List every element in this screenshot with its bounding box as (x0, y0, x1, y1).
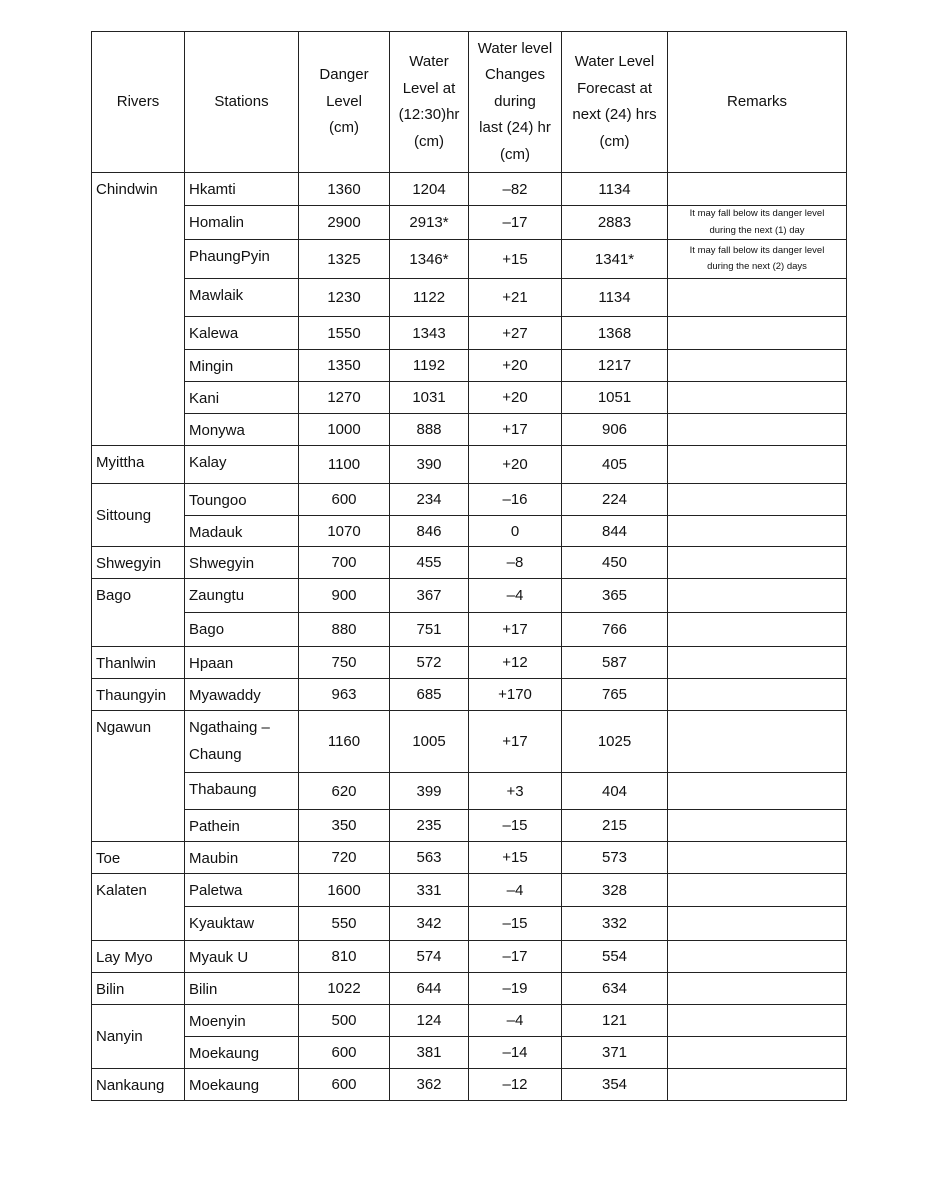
table-row (92, 484, 847, 516)
table-row (92, 613, 847, 647)
remarks-cell (668, 907, 847, 941)
remarks-cell (668, 317, 847, 350)
forecast-cell: 121 (562, 1005, 668, 1037)
table-row (92, 516, 847, 547)
station-cell: Monywa (185, 414, 299, 446)
danger-level-cell: 1070 (299, 516, 390, 547)
level-change-cell: –82 (469, 173, 562, 206)
forecast-cell: 554 (562, 941, 668, 973)
station-cell: Thabaung (185, 773, 299, 810)
danger-level-cell: 1600 (299, 874, 390, 907)
level-change-cell: –15 (469, 810, 562, 842)
remarks-cell (668, 1037, 847, 1069)
level-change-cell: –17 (469, 206, 562, 240)
level-change-cell: –14 (469, 1037, 562, 1069)
station-cell: Kalewa (185, 317, 299, 350)
danger-level-cell: 700 (299, 547, 390, 579)
remarks-cell (668, 1005, 847, 1037)
river-cell: Nanyin (92, 1005, 185, 1069)
remarks-cell (668, 484, 847, 516)
forecast-cell: 634 (562, 973, 668, 1005)
station-cell: Bilin (185, 973, 299, 1005)
remarks-cell (668, 414, 847, 446)
remarks-cell (668, 874, 847, 907)
station-cell: Bago (185, 613, 299, 647)
river-cell: Sittoung (92, 484, 185, 547)
water-level-cell: 751 (390, 613, 469, 647)
level-change-cell: –4 (469, 579, 562, 613)
danger-level-cell: 2900 (299, 206, 390, 240)
water-level-cell: 574 (390, 941, 469, 973)
level-change-cell: +20 (469, 350, 562, 382)
level-change-cell: –12 (469, 1069, 562, 1101)
remarks-cell (668, 382, 847, 414)
station-cell: Mawlaik (185, 279, 299, 317)
river-cell: Bilin (92, 973, 185, 1005)
water-level-cell: 342 (390, 907, 469, 941)
station-cell: Toungoo (185, 484, 299, 516)
station-cell: PhaungPyin (185, 240, 299, 279)
river-cell: Thaungyin (92, 679, 185, 711)
station-cell: Maubin (185, 842, 299, 874)
station-cell: Kani (185, 382, 299, 414)
station-cell: Madauk (185, 516, 299, 547)
table-row (92, 842, 847, 874)
danger-level-cell: 1360 (299, 173, 390, 206)
table-row (92, 446, 847, 484)
level-change-cell: –19 (469, 973, 562, 1005)
danger-level-cell: 880 (299, 613, 390, 647)
station-cell: Paletwa (185, 874, 299, 907)
danger-level-cell: 1325 (299, 240, 390, 279)
station-cell: Hkamti (185, 173, 299, 206)
forecast-cell: 332 (562, 907, 668, 941)
danger-level-cell: 600 (299, 1069, 390, 1101)
forecast-cell: 215 (562, 810, 668, 842)
water-level-cell: 644 (390, 973, 469, 1005)
station-cell: Myawaddy (185, 679, 299, 711)
station-cell: Shwegyin (185, 547, 299, 579)
header-forecast: Water Level Forecast at next (24) hrs (cm) (562, 32, 668, 173)
remarks-cell (668, 711, 847, 773)
remarks-cell (668, 516, 847, 547)
danger-level-cell: 1550 (299, 317, 390, 350)
table-row (92, 206, 847, 240)
table-row (92, 711, 847, 773)
forecast-cell: 1368 (562, 317, 668, 350)
remarks-cell (668, 941, 847, 973)
danger-level-cell: 810 (299, 941, 390, 973)
level-change-cell: –4 (469, 1005, 562, 1037)
remarks-cell: It may fall below its danger level during the next (2) days (668, 240, 847, 279)
water-level-cell: 362 (390, 1069, 469, 1101)
table-row (92, 382, 847, 414)
water-level-cell: 1346* (390, 240, 469, 279)
remarks-cell (668, 842, 847, 874)
water-level-cell: 846 (390, 516, 469, 547)
danger-level-cell: 620 (299, 773, 390, 810)
station-cell: Ngathaing – Chaung (185, 711, 299, 773)
remarks-cell (668, 810, 847, 842)
table-row (92, 941, 847, 973)
remarks-cell: It may fall below its danger level during the next (1) day (668, 206, 847, 240)
station-cell: Myauk U (185, 941, 299, 973)
river-cell: Nankaung (92, 1069, 185, 1101)
table-row (92, 874, 847, 907)
level-change-cell: +21 (469, 279, 562, 317)
remarks-cell (668, 350, 847, 382)
water-level-cell: 381 (390, 1037, 469, 1069)
table-row (92, 810, 847, 842)
danger-level-cell: 1000 (299, 414, 390, 446)
danger-level-cell: 1270 (299, 382, 390, 414)
remarks-cell (668, 973, 847, 1005)
forecast-cell: 766 (562, 613, 668, 647)
water-level-cell: 563 (390, 842, 469, 874)
river-cell: Lay Myo (92, 941, 185, 973)
danger-level-cell: 1350 (299, 350, 390, 382)
header-level-changes: Water level Changes during last (24) hr (cm) (469, 32, 562, 173)
water-level-table (91, 31, 847, 1101)
river-cell: Chindwin (92, 173, 185, 446)
level-change-cell: +12 (469, 647, 562, 679)
remarks-cell (668, 647, 847, 679)
table-row (92, 647, 847, 679)
river-cell: Shwegyin (92, 547, 185, 579)
water-level-cell: 367 (390, 579, 469, 613)
header-remarks: Remarks (668, 32, 847, 173)
river-cell: Thanlwin (92, 647, 185, 679)
table-row (92, 547, 847, 579)
forecast-cell: 1134 (562, 173, 668, 206)
station-cell: Moenyin (185, 1005, 299, 1037)
header-water-level: Water Level at (12:30)hr (cm) (390, 32, 469, 173)
forecast-cell: 1134 (562, 279, 668, 317)
water-level-cell: 685 (390, 679, 469, 711)
river-cell: Myittha (92, 446, 185, 484)
station-cell: Mingin (185, 350, 299, 382)
river-cell: Toe (92, 842, 185, 874)
table-body (92, 173, 847, 1101)
station-cell: Pathein (185, 810, 299, 842)
water-level-cell: 235 (390, 810, 469, 842)
forecast-cell: 2883 (562, 206, 668, 240)
level-change-cell: 0 (469, 516, 562, 547)
danger-level-cell: 350 (299, 810, 390, 842)
remarks-cell (668, 579, 847, 613)
water-level-cell: 331 (390, 874, 469, 907)
remarks-cell (668, 279, 847, 317)
remarks-cell (668, 1069, 847, 1101)
header-row (92, 32, 847, 173)
forecast-cell: 906 (562, 414, 668, 446)
danger-level-cell: 963 (299, 679, 390, 711)
table-row (92, 579, 847, 613)
forecast-cell: 1051 (562, 382, 668, 414)
table-row (92, 973, 847, 1005)
forecast-cell: 371 (562, 1037, 668, 1069)
level-change-cell: +27 (469, 317, 562, 350)
level-change-cell: +17 (469, 711, 562, 773)
water-level-cell: 1343 (390, 317, 469, 350)
forecast-cell: 573 (562, 842, 668, 874)
station-cell: Moekaung (185, 1069, 299, 1101)
water-level-cell: 1204 (390, 173, 469, 206)
danger-level-cell: 750 (299, 647, 390, 679)
water-level-cell: 390 (390, 446, 469, 484)
station-cell: Homalin (185, 206, 299, 240)
water-level-cell: 1122 (390, 279, 469, 317)
level-change-cell: –8 (469, 547, 562, 579)
level-change-cell: –16 (469, 484, 562, 516)
danger-level-cell: 1160 (299, 711, 390, 773)
table-row (92, 173, 847, 206)
remarks-cell (668, 613, 847, 647)
remarks-cell (668, 173, 847, 206)
level-change-cell: –17 (469, 941, 562, 973)
water-level-cell: 234 (390, 484, 469, 516)
station-cell: Zaungtu (185, 579, 299, 613)
remarks-cell (668, 679, 847, 711)
forecast-cell: 1341* (562, 240, 668, 279)
danger-level-cell: 1022 (299, 973, 390, 1005)
level-change-cell: –15 (469, 907, 562, 941)
forecast-cell: 404 (562, 773, 668, 810)
level-change-cell: +15 (469, 240, 562, 279)
water-level-cell: 399 (390, 773, 469, 810)
table-row (92, 240, 847, 279)
forecast-cell: 224 (562, 484, 668, 516)
table-row (92, 1069, 847, 1101)
danger-level-cell: 1100 (299, 446, 390, 484)
water-level-cell: 888 (390, 414, 469, 446)
forecast-cell: 587 (562, 647, 668, 679)
header-rivers: Rivers (92, 32, 185, 173)
table-row (92, 679, 847, 711)
table-row (92, 1037, 847, 1069)
level-change-cell: +17 (469, 613, 562, 647)
danger-level-cell: 600 (299, 1037, 390, 1069)
river-cell: Kalaten (92, 874, 185, 941)
forecast-cell: 1025 (562, 711, 668, 773)
remarks-cell (668, 446, 847, 484)
water-level-cell: 1005 (390, 711, 469, 773)
forecast-cell: 365 (562, 579, 668, 613)
station-cell: Kyauktaw (185, 907, 299, 941)
level-change-cell: +15 (469, 842, 562, 874)
station-cell: Hpaan (185, 647, 299, 679)
water-level-cell: 2913* (390, 206, 469, 240)
level-change-cell: +20 (469, 446, 562, 484)
level-change-cell: +20 (469, 382, 562, 414)
table-row (92, 907, 847, 941)
table-row (92, 414, 847, 446)
forecast-cell: 354 (562, 1069, 668, 1101)
table-row (92, 773, 847, 810)
table-row (92, 317, 847, 350)
remarks-cell (668, 773, 847, 810)
danger-level-cell: 900 (299, 579, 390, 613)
river-cell: Bago (92, 579, 185, 647)
danger-level-cell: 1230 (299, 279, 390, 317)
water-level-cell: 1192 (390, 350, 469, 382)
water-level-cell: 1031 (390, 382, 469, 414)
forecast-cell: 450 (562, 547, 668, 579)
level-change-cell: +17 (469, 414, 562, 446)
station-cell: Kalay (185, 446, 299, 484)
level-change-cell: –4 (469, 874, 562, 907)
water-level-cell: 572 (390, 647, 469, 679)
danger-level-cell: 600 (299, 484, 390, 516)
header-stations: Stations (185, 32, 299, 173)
table-row (92, 1005, 847, 1037)
level-change-cell: +3 (469, 773, 562, 810)
water-level-cell: 124 (390, 1005, 469, 1037)
danger-level-cell: 720 (299, 842, 390, 874)
table-row (92, 279, 847, 317)
table-row (92, 350, 847, 382)
level-change-cell: +170 (469, 679, 562, 711)
header-danger-level: Danger Level (cm) (299, 32, 390, 173)
forecast-cell: 765 (562, 679, 668, 711)
station-cell: Moekaung (185, 1037, 299, 1069)
forecast-cell: 405 (562, 446, 668, 484)
water-level-cell: 455 (390, 547, 469, 579)
forecast-cell: 844 (562, 516, 668, 547)
danger-level-cell: 500 (299, 1005, 390, 1037)
forecast-cell: 328 (562, 874, 668, 907)
danger-level-cell: 550 (299, 907, 390, 941)
river-cell: Ngawun (92, 711, 185, 842)
forecast-cell: 1217 (562, 350, 668, 382)
remarks-cell (668, 547, 847, 579)
